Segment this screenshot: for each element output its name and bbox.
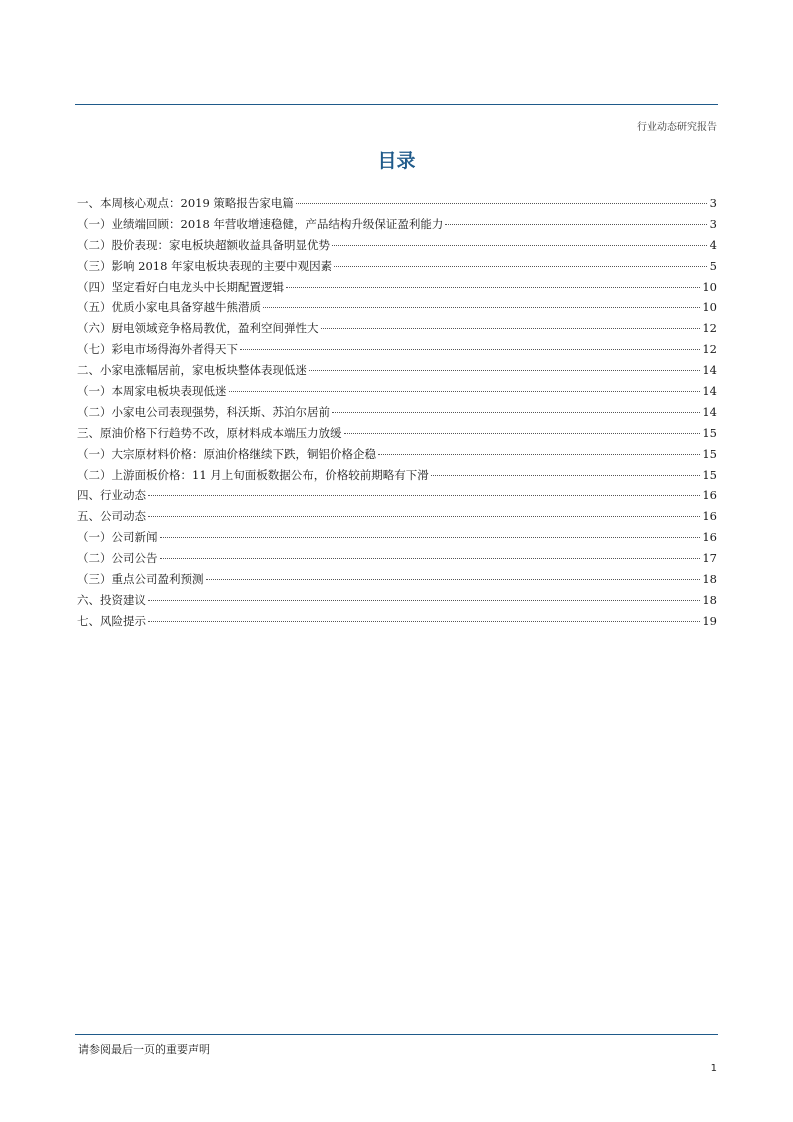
toc-leader-dots	[378, 453, 700, 455]
toc-leader-dots	[229, 390, 701, 392]
report-type-label: 行业动态研究报告	[637, 122, 717, 133]
toc-entry-label: 一、本周核心观点：2019 策略报告家电篇	[77, 196, 294, 210]
toc-leader-dots	[332, 411, 700, 413]
toc-entry-page: 18	[702, 572, 717, 587]
toc-entry-page: 17	[702, 551, 717, 566]
toc-entry-page: 19	[702, 613, 717, 628]
page-number: 1	[710, 1063, 717, 1074]
toc-entry-page: 3	[709, 196, 717, 210]
toc-entry-label: 六、投资建议	[77, 592, 146, 607]
toc-entry-label: 二、小家电涨幅居前，家电板块整体表现低迷	[77, 363, 307, 378]
toc-entry-page: 15	[702, 446, 717, 461]
toc-entry[interactable]	[77, 297, 717, 318]
toc-entry[interactable]	[77, 214, 717, 235]
toc-entry[interactable]	[77, 465, 717, 486]
toc-entry[interactable]	[77, 360, 717, 381]
toc-entry-label: （二）股价表现：家电板块超额收益具备明显优势	[77, 237, 330, 252]
disclaimer-note: 请参阅最后一页的重要声明	[78, 1043, 210, 1056]
toc-entry-page: 18	[702, 592, 717, 607]
header-rule	[75, 104, 718, 105]
toc-entry[interactable]	[77, 423, 717, 444]
toc-entry-label: （一）公司新闻	[77, 530, 158, 545]
toc-entry[interactable]	[77, 590, 717, 611]
toc-entry-label: （二）公司公告	[77, 551, 158, 566]
toc-entry-label: 五、公司动态	[77, 509, 146, 524]
toc-entry[interactable]	[77, 339, 717, 360]
toc-entry-label: （二）上游面板价格：11 月上旬面板数据公布，价格较前期略有下滑	[77, 467, 429, 482]
toc-entry-page: 15	[702, 425, 717, 440]
toc-leader-dots	[148, 620, 700, 622]
toc-leader-dots	[206, 578, 701, 580]
toc-entry-label: （三）重点公司盈利预测	[77, 572, 204, 587]
toc-entry-page: 12	[702, 321, 717, 336]
toc-entry[interactable]	[77, 256, 717, 277]
toc-entry-label: （一）本周家电板块表现低迷	[77, 384, 227, 399]
toc-entry-label: （三）影响 2018 年家电板块表现的主要中观因素	[77, 258, 333, 273]
toc-entry-label: （六）厨电领域竞争格局教优，盈利空间弹性大	[77, 321, 319, 336]
toc-leader-dots	[332, 244, 707, 246]
toc-leader-dots	[344, 432, 701, 434]
toc-leader-dots	[431, 474, 701, 476]
toc-leader-dots	[309, 369, 700, 371]
toc-entry-page: 14	[702, 363, 717, 378]
toc-entry[interactable]	[77, 235, 717, 256]
toc-leader-dots	[334, 265, 707, 267]
toc-entry[interactable]	[77, 485, 717, 506]
toc-entry-label: （二）小家电公司表现强势，科沃斯、苏泊尔居前	[77, 404, 330, 419]
toc-entry-page: 3	[709, 216, 717, 231]
toc-leader-dots	[148, 494, 700, 496]
footer-rule	[75, 1034, 718, 1035]
table-of-contents	[77, 193, 717, 632]
toc-entry[interactable]	[77, 381, 717, 402]
toc-title: 目录	[377, 150, 416, 172]
toc-leader-dots	[148, 599, 700, 601]
toc-leader-dots	[160, 557, 701, 559]
toc-entry[interactable]	[77, 402, 717, 423]
toc-leader-dots	[286, 286, 700, 288]
toc-entry-label: 七、风险提示	[77, 613, 146, 628]
toc-entry[interactable]	[77, 318, 717, 339]
toc-leader-dots	[321, 327, 701, 329]
toc-entry[interactable]	[77, 527, 717, 548]
toc-leader-dots	[296, 202, 707, 204]
toc-entry-label: 四、行业动态	[77, 488, 146, 503]
toc-entry-page: 5	[709, 258, 717, 273]
toc-leader-dots	[160, 536, 701, 538]
toc-entry-label: （一）业绩端回顾：2018 年营收增速稳健，产品结构升级保证盈利能力	[77, 216, 444, 231]
toc-leader-dots	[445, 223, 707, 225]
toc-entry-page: 4	[709, 237, 717, 252]
toc-entry-page: 12	[702, 342, 717, 357]
toc-entry-label: （五）优质小家电具备穿越牛熊潜质	[77, 300, 261, 315]
toc-entry[interactable]	[77, 277, 717, 298]
toc-entry-page: 14	[702, 384, 717, 399]
toc-entry-page: 16	[702, 488, 717, 503]
toc-entry-page: 10	[702, 300, 717, 315]
toc-entry[interactable]	[77, 444, 717, 465]
toc-entry-page: 14	[702, 404, 717, 419]
toc-entry[interactable]	[77, 548, 717, 569]
toc-entry-page: 10	[702, 279, 717, 294]
toc-entry-label: （七）彩电市场得海外者得天下	[77, 342, 238, 357]
toc-entry-page: 16	[702, 530, 717, 545]
toc-entry-page: 15	[702, 467, 717, 482]
toc-entry[interactable]	[77, 569, 717, 590]
toc-entry-page: 16	[702, 509, 717, 524]
toc-entry[interactable]	[77, 506, 717, 527]
toc-leader-dots	[263, 306, 700, 308]
toc-leader-dots	[240, 348, 700, 350]
toc-entry-label: 三、原油价格下行趋势不改，原材料成本端压力放缓	[77, 425, 342, 440]
toc-entry[interactable]	[77, 193, 717, 214]
toc-entry[interactable]	[77, 611, 717, 632]
toc-entry-label: （四）坚定看好白电龙头中长期配置逻辑	[77, 279, 284, 294]
toc-entry-label: （一）大宗原材料价格：原油价格继续下跌，铜铝价格企稳	[77, 446, 376, 461]
toc-leader-dots	[148, 515, 700, 517]
